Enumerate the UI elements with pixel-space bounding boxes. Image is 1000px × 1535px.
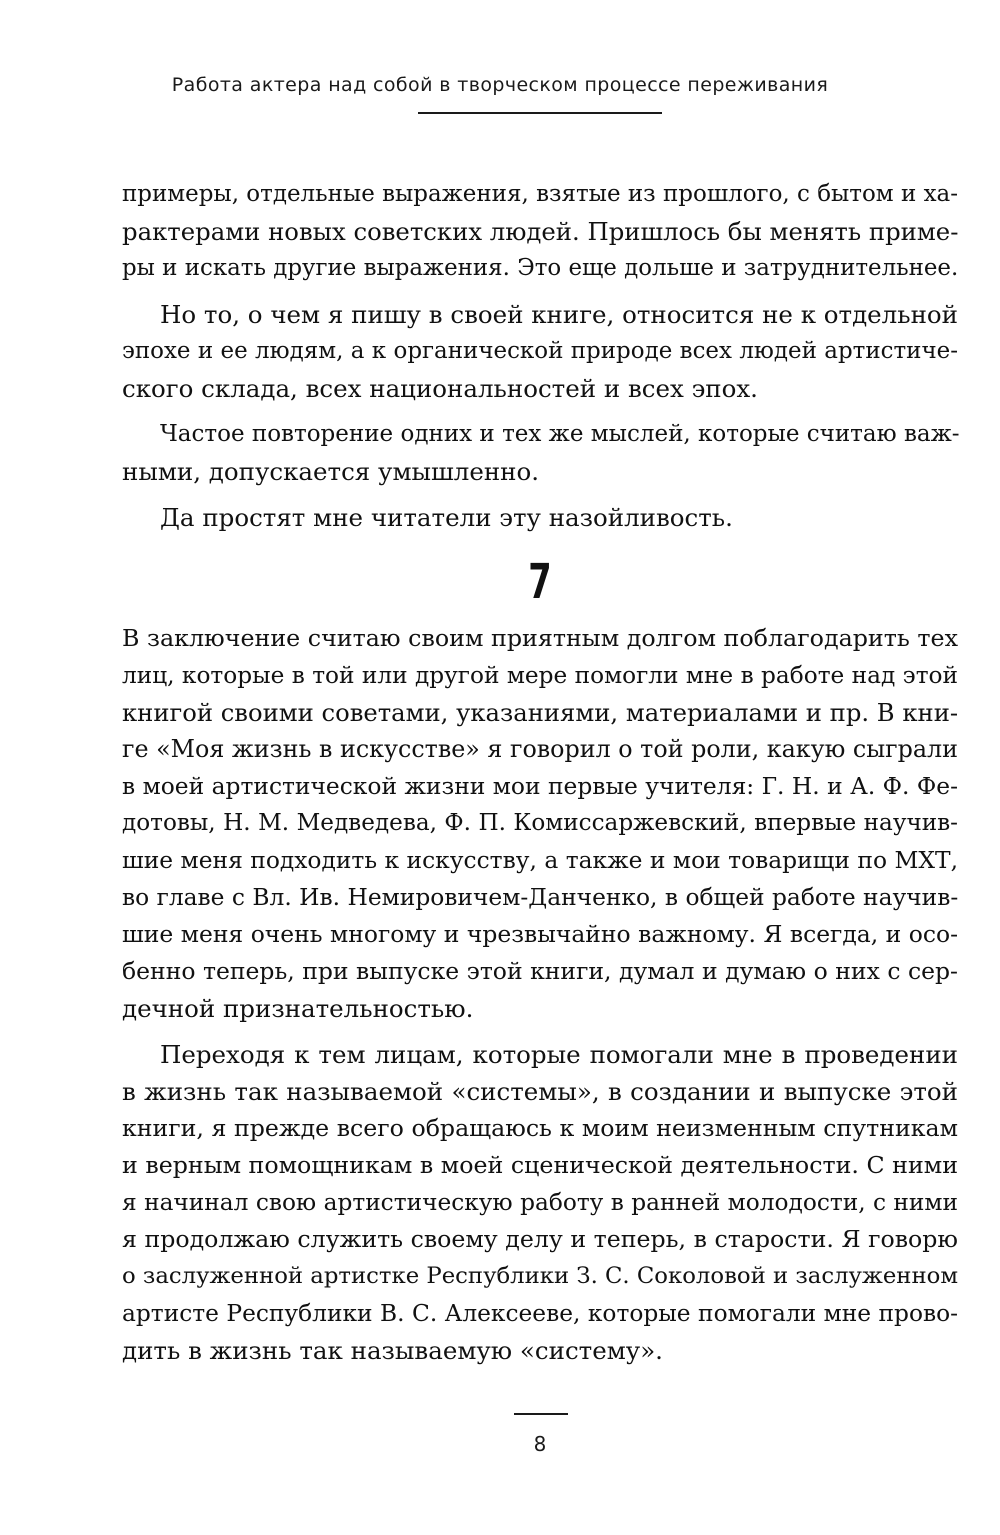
text-line: и верным помощникам в моей сценической деятельности. С ними [122,1151,958,1179]
text-line: я начинал свою артистическую работу в ранней молодости, с ними [122,1189,958,1216]
text-line: дить в жизнь так называемую «систему». [122,1336,663,1365]
paragraph [122,416,958,490]
text-line: в моей артистической жизни мои первые учителя: Г. Н. и А. Ф. Фе- [122,772,958,800]
text-line: в жизнь так называемой «системы», в создании и выпуске этой [122,1077,958,1106]
section-number: 7 [528,554,552,610]
text-line: шие меня очень многому и чрезвычайно важному. Я всегда, и осо- [122,920,958,948]
text-line: книги, я прежде всего обращаюсь к моим неизменным спутникам [122,1114,958,1142]
page-number: 8 [533,1432,547,1456]
text-line: ры и искать другие выражения. Это еще дольше и затруднительнее. [122,255,959,281]
text-line: артисте Республики В. С. Алексееве, которые помогали мне прово- [122,1300,958,1327]
text-line: о заслуженной артистке Республики З. С. Соколовой и заслуженном [122,1263,959,1289]
text-line: эпохе и ее людям, а к органической природе всех людей артистиче- [122,338,958,364]
paragraph [122,1036,958,1369]
text-line: ге «Моя жизнь в искусстве» я говорил о той роли, какую сыграли [122,735,958,763]
text-line: я продолжаю служить своему делу и теперь, в старости. Я говорю [122,1225,958,1253]
section-text-after [122,620,958,1369]
running-header: Работа актера над собой в творческом процессе переживания [171,74,829,96]
paragraph [122,296,958,407]
text-line: ского склада, всех национальностей и всех эпох. [122,374,758,403]
text-line: книгой своими советами, указаниями, материалами и пр. В кни- [122,698,959,727]
text-line: Переходя к тем лицам, которые помогали мне в проведении [160,1040,958,1069]
section-text-before [122,176,958,536]
text-line: лиц, которые в той или другой мере помогли мне в работе над этой [122,662,958,689]
text-line: ными, допускается умышленно. [122,457,540,486]
footer-rule [514,1413,568,1415]
header-rule [418,112,662,114]
text-line: шие меня подходить к искусству, а также и мои товарищи по МХТ, [122,846,958,874]
text-line: дечной признательностью. [122,994,474,1023]
text-line: Да простят мне читатели эту назойливость. [160,503,733,532]
text-line: дотовы, Н. М. Медведева, Ф. П. Комиссаржевский, впервые научив- [122,810,958,836]
text-line: В заключение считаю своим приятным долгом поблагодарить тех [122,624,958,652]
paragraph [122,499,958,536]
text-line: Но то, о чем я пишу в своей книге, относится не к отдельной [160,300,958,329]
text-line: Частое повторение одних и тех же мыслей, которые считаю важ- [160,421,960,447]
paragraph [122,176,958,287]
text-line: примеры, отдельные выражения, взятые из прошлого, с бытом и ха- [122,181,958,207]
text-line: бенно теперь, при выпуске этой книги, думал и думаю о них с сер- [122,957,958,985]
text-line: рактерами новых советских людей. Пришлось бы менять приме- [122,217,959,246]
paragraph [122,620,958,1027]
text-line: во главе с Вл. Ив. Немировичем-Данченко, в общей работе научив- [122,883,959,911]
